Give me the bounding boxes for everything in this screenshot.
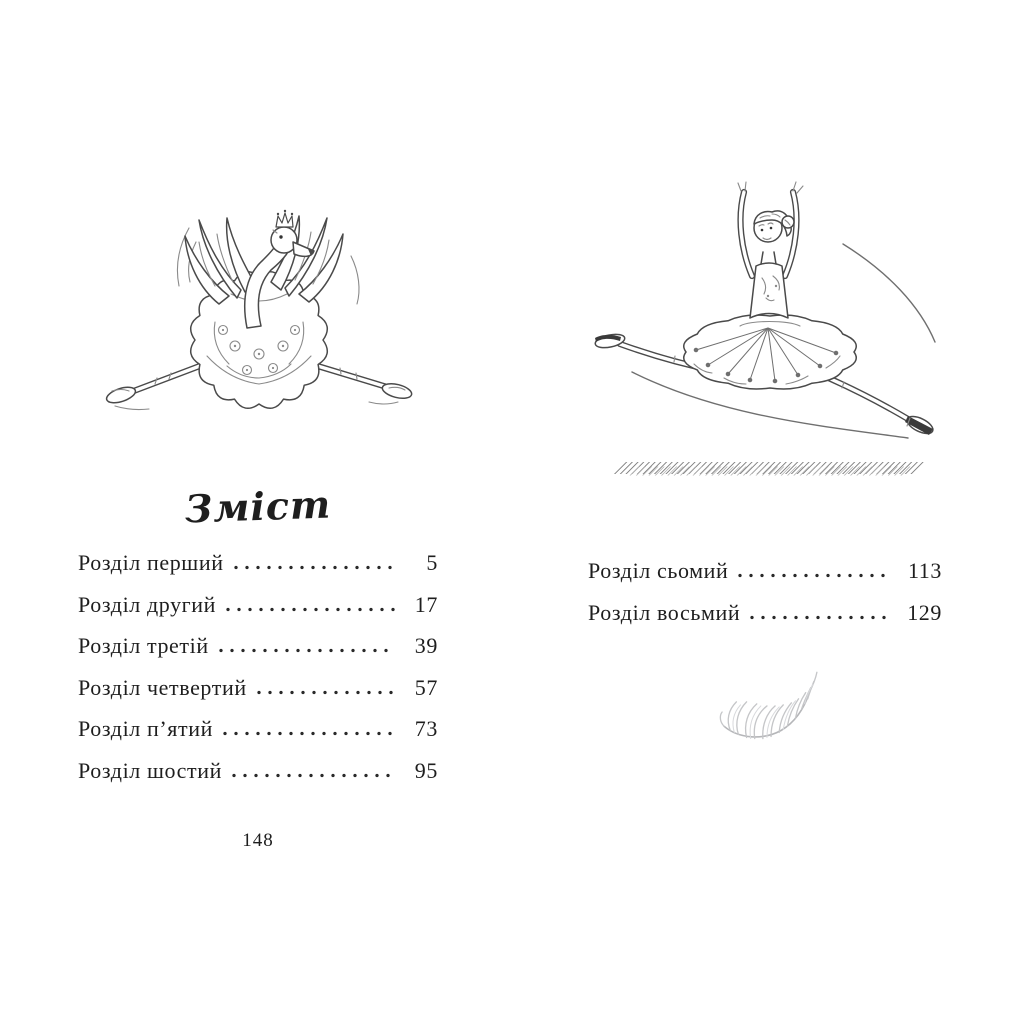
leader-dots [219,648,395,653]
chapter-label: Розділ перший [78,550,224,575]
ballet-slipper-left [105,384,138,406]
chapter-page-number: 95 [414,757,438,783]
swan-crown-icon [276,213,293,227]
chapter-page-number: 129 [907,599,942,625]
chapter-label: Розділ другий [78,591,217,617]
swan-eye [279,235,282,238]
chapter-page-number: 73 [414,716,438,741]
chapter-label: Розділ четвертий [78,674,247,700]
ballet-slipper-right [381,381,413,401]
toc-entry [78,675,438,699]
chapter-label: Розділ третій [78,633,209,658]
leader-dots [223,731,395,736]
swan-ballerina-illustration [97,198,417,414]
leader-dots [257,690,395,695]
chapter-page-number: 113 [908,558,942,583]
toc-left [78,550,438,782]
toc-right [588,558,942,624]
ballerina-tutu [684,315,857,389]
ballerina-eye [761,229,764,232]
ballerina-body [738,182,803,318]
feather-illustration [716,666,822,754]
toc-entry [588,558,942,582]
contents-title: Зміст [184,481,332,532]
chapter-page-number: 39 [414,633,438,658]
leader-dots [232,773,395,778]
toc-entry [78,592,438,616]
leader-dots [234,565,395,570]
chapter-page-number: 5 [426,550,438,575]
ground-hatching [620,468,922,471]
chapter-label: Розділ шостий [78,757,222,783]
leader-dots [750,615,889,620]
toc-entry [78,633,438,657]
chapter-page-number: 17 [414,591,438,617]
ballerina-leap-illustration [590,178,937,480]
chapter-label: Розділ восьмий [588,599,741,625]
leader-dots [738,573,889,578]
page-number-folio: 148 [242,830,274,851]
toc-entry [78,758,438,782]
toc-entry [78,550,438,574]
toc-entry [588,600,942,624]
toc-entry [78,716,438,740]
ballerina-bodice [750,263,788,318]
chapter-label: Розділ п’ятий [78,716,213,741]
chapter-page-number: 57 [414,674,438,700]
leader-dots [226,607,395,612]
chapter-label: Розділ сьомий [588,558,729,583]
